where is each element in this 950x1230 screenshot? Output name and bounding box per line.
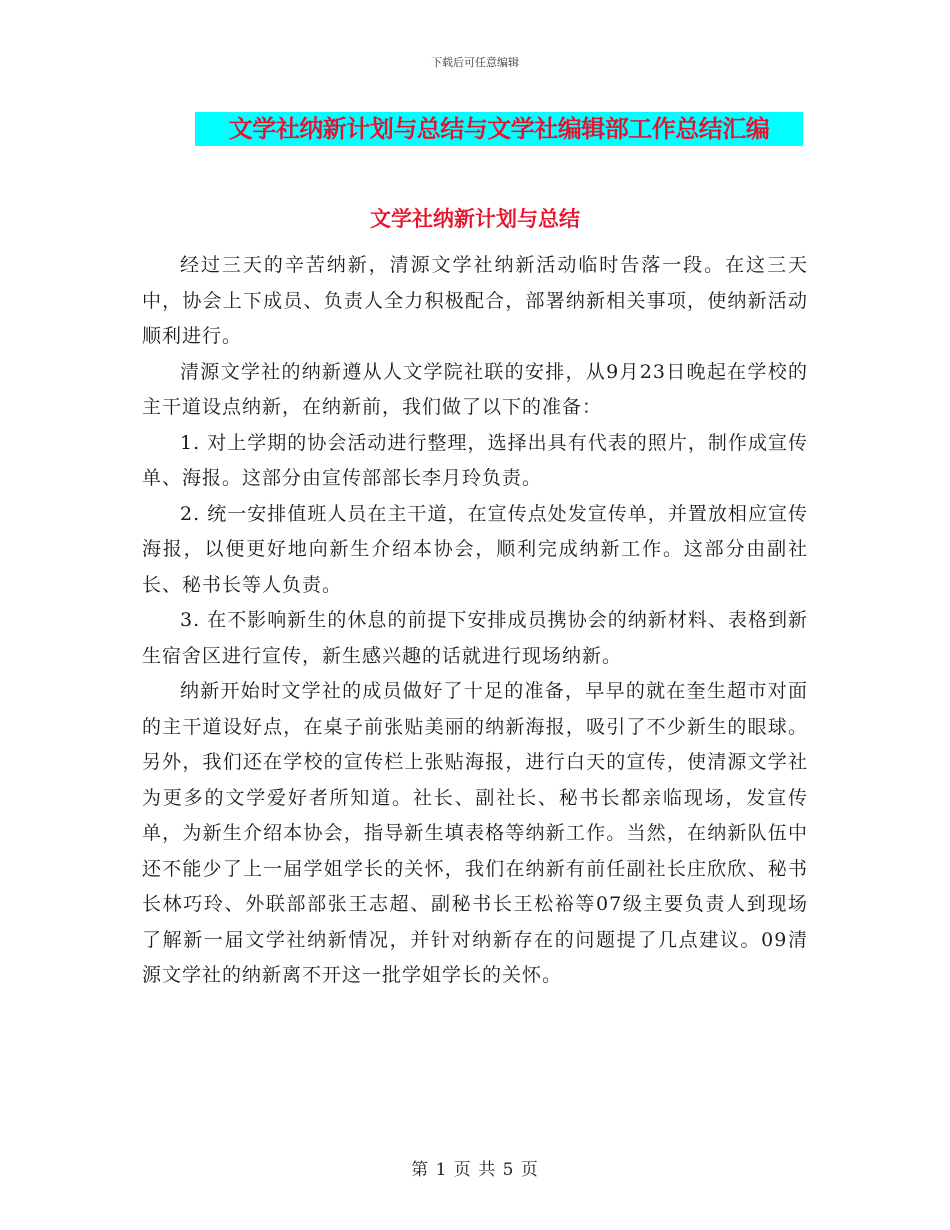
document-title-highlight: [195, 112, 803, 146]
section-title: 文学社纳新计划与总结: [370, 207, 580, 231]
paragraph: 3. 在不影响新生的休息的前提下安排成员携协会的纳新材料、表格到新生宿舍区进行宣传，新生感兴趣的话就进行现场纳新。: [142, 609, 808, 667]
header-note: 下载后可任意编辑: [431, 56, 519, 69]
paragraph: 1. 对上学期的协会活动进行整理，选择出具有代表的照片，制作成宣传单、海报。这部分由宣传部部长李月玲负责。: [142, 431, 808, 489]
paragraph: 经过三天的辛苦纳新，清源文学社纳新活动临时告落一段。在这三天中，协会上下成员、负责人全力积极配合，部署纳新相关事项，使纳新活动顺利进行。: [142, 254, 808, 347]
paragraph: 清源文学社的纳新遵从人文学院社联的安排，从9月23日晚起在学校的主干道设点纳新，在纳新前，我们做了以下的准备：: [142, 360, 808, 418]
paragraph: 2. 统一安排值班人员在主干道，在宣传点处发宣传单，并置放相应宣传海报，以便更好地向新生介绍本协会，顺利完成纳新工作。这部分由副社长、秘书长等人负责。: [142, 502, 808, 596]
body-text: [142, 248, 808, 994]
paragraph: 纳新开始时文学社的成员做好了十足的准备，早早的就在奎生超市对面的主干道设好点，在桌子前张贴美丽的纳新海报，吸引了不少新生的眼球。另外，我们还在学校的宣传栏上张贴海报，进行白天的宣传，使清源文学社为更多的文学爱好者所知道。社长、副社长、秘书长都亲临现场，发宣传单，为新生介绍本协会，指导新生填表格等纳新工作。当然，在纳新队伍中还不能少了上一届学姐学长的关怀，我们在纳新有前任副社长庄欣欣、秘书长林巧玲、外联部部张王志超、副秘书长王松裕等07级主要负责人到现场了解新一届文学社纳新情况，并针对纳新存在的问题提了几点建议。09清源文学社的纳新离不开这一批学姐学长的关怀。: [142, 680, 808, 986]
document-title: 文学社纳新计划与总结与文学社编辑部工作总结汇编: [228, 115, 770, 143]
page-footer: 第 1 页 共 5 页: [411, 1160, 539, 1180]
